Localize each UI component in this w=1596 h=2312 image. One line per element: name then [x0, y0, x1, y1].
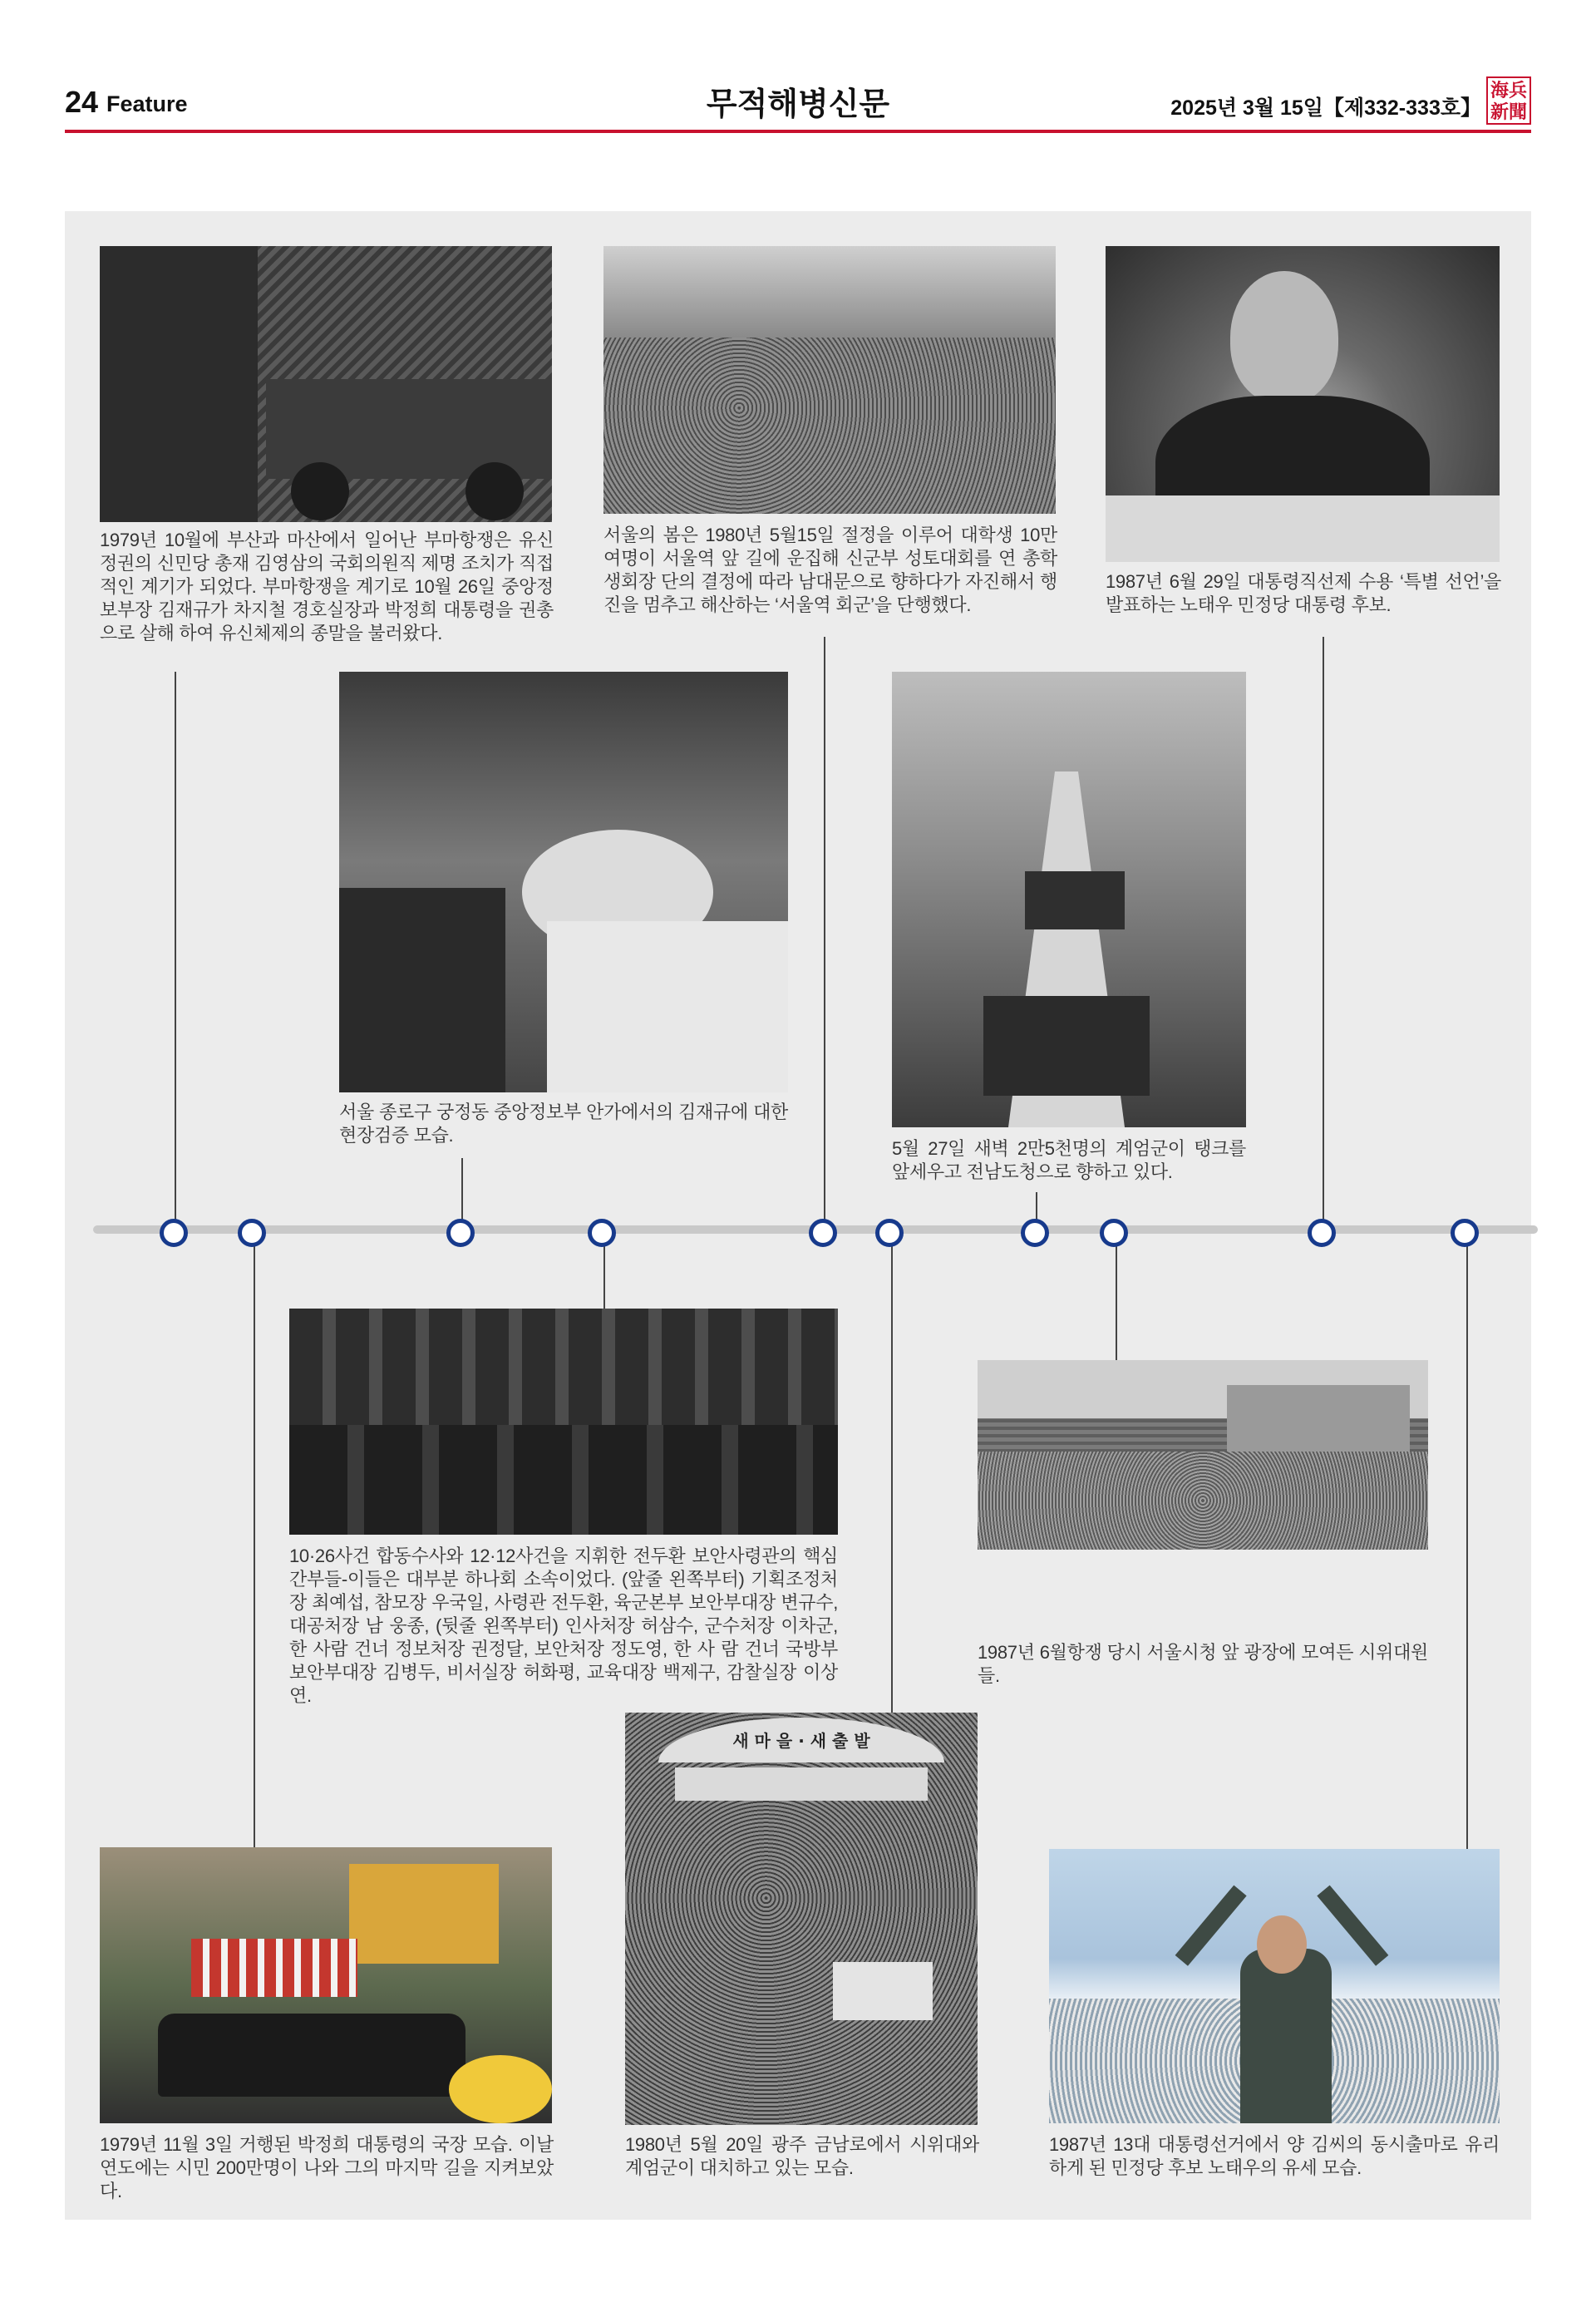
- timeline-node[interactable]: [160, 1219, 188, 1247]
- photo-hanahoe: [289, 1309, 838, 1535]
- timeline-node[interactable]: [1451, 1219, 1479, 1247]
- photo-busan-masan: [100, 246, 552, 522]
- caption-roh-campaign: 1987년 13대 대통령선거에서 양 김씨의 동시출마로 유리하게 된 민정당 후보 노태우의 유세 모습.: [1049, 2134, 1500, 2178]
- caption-city-hall: 1987년 6월항쟁 당시 서울시청 앞 광장에 모여든 시위대원들.: [978, 1642, 1428, 1686]
- connector-line: [1466, 1234, 1468, 1849]
- photo-roh-declaration: [1106, 246, 1500, 562]
- caption-busan-masan: 1979년 10월에 부산과 마산에서 일어난 부마항쟁은 유신정권의 신민당 총재 김영삼의 국회의원직 제명 조치가 직접적인 계기가 되었다. 부마항쟁을 계기로 10월 26일 중앙정보부장 김재규가 차지철 경호실장과 박정희 대통령을 권총으로 살해 하여 유신체제의 종말을 불러왔다.: [100, 530, 554, 643]
- timeline-node[interactable]: [875, 1219, 904, 1247]
- newspaper-logo: 海兵 新聞: [1486, 76, 1531, 125]
- paper-name: 무적해병신문: [706, 87, 890, 122]
- connector-line: [254, 1234, 255, 1847]
- caption-geumnam-ro: 1980년 5월 20일 광주 금남로에서 시위대와 계엄군이 대치하고 있는 모습.: [625, 2134, 979, 2178]
- timeline-node[interactable]: [1021, 1219, 1049, 1247]
- timeline-node[interactable]: [809, 1219, 837, 1247]
- issue-date: 2025년 3월 15일【제332-333호】: [1170, 96, 1481, 120]
- connector-line: [891, 1234, 893, 1713]
- header-rule: [65, 130, 1531, 133]
- photo-seoul-station: [603, 246, 1056, 514]
- page-number: 24: [65, 85, 99, 119]
- timeline-node[interactable]: [238, 1219, 266, 1247]
- timeline-node[interactable]: [588, 1219, 616, 1247]
- caption-seoul-station: 서울의 봄은 1980년 5월15일 절정을 이루어 대학생 10만여명이 서울역 앞 길에 운집해 신군부 성토대회를 연 총학생회장 단의 결정에 따라 남대문으로 향하다가 자진해서 행진을 멈추고 해산하는 ‘서울역 회군’을 단행했다.: [603, 525, 1057, 615]
- page-header: [65, 76, 1531, 131]
- connector-line: [824, 637, 825, 1229]
- caption-roh-declaration: 1987년 6월 29일 대통령직선제 수용 ‘특별 선언’을 발표하는 노태우 민정당 대통령 후보.: [1106, 571, 1501, 615]
- caption-tanks-gwangju: 5월 27일 새벽 2만5천명의 계엄군이 탱크를 앞세우고 전남도청으로 향하고 있다.: [892, 1138, 1246, 1182]
- photo-tanks-gwangju: [892, 672, 1246, 1127]
- caption-kim-jaegyu: 서울 종로구 궁정동 중앙정보부 안가에서의 김재규에 대한 현장검증 모습.: [339, 1102, 788, 1146]
- connector-line: [461, 1158, 463, 1228]
- photo-geumnam-ro: [625, 1713, 978, 2125]
- connector-line: [1323, 637, 1324, 1229]
- photo-park-funeral: [100, 1847, 552, 2123]
- photo-kim-jaegyu: [339, 672, 788, 1092]
- connector-line: [175, 672, 176, 1229]
- timeline-node[interactable]: [446, 1219, 475, 1247]
- timeline-node[interactable]: [1308, 1219, 1336, 1247]
- section-label: Feature: [106, 91, 188, 116]
- connector-line: [1116, 1234, 1117, 1360]
- caption-hanahoe: 10·26사건 합동수사와 12·12사건을 지휘한 전두환 보안사령관의 핵심 간부들-이들은 대부분 하나회 소속이었다. (앞줄 왼쪽부터) 기획조정처장 최예섭, 참모장 우국일, 사령관 전두환, 육군본부 보안부대장 변규수, 대공처장 남 웅종, (뒷줄 왼쪽부터) 인사처장 허삼수, 군수처장 이차군, 한 사람 건너 정보처장 권정달, 보안처장 정도영, 한 사 람 건너 국방부 보안부대장 김병두, 비서실장 허화평, 교육대장 백제구, 감찰실장 이상연.: [289, 1545, 838, 1706]
- timeline-node[interactable]: [1100, 1219, 1128, 1247]
- photo-city-hall: [978, 1360, 1428, 1550]
- caption-park-funeral: 1979년 11월 3일 거행된 박정희 대통령의 국장 모습. 이날 연도에는 시민 200만명이 나와 그의 마지막 길을 지켜보았다.: [100, 2134, 554, 2201]
- banner-text: 새 마 을 · 새 출 발: [732, 1731, 870, 1751]
- photo-roh-campaign: [1049, 1849, 1500, 2123]
